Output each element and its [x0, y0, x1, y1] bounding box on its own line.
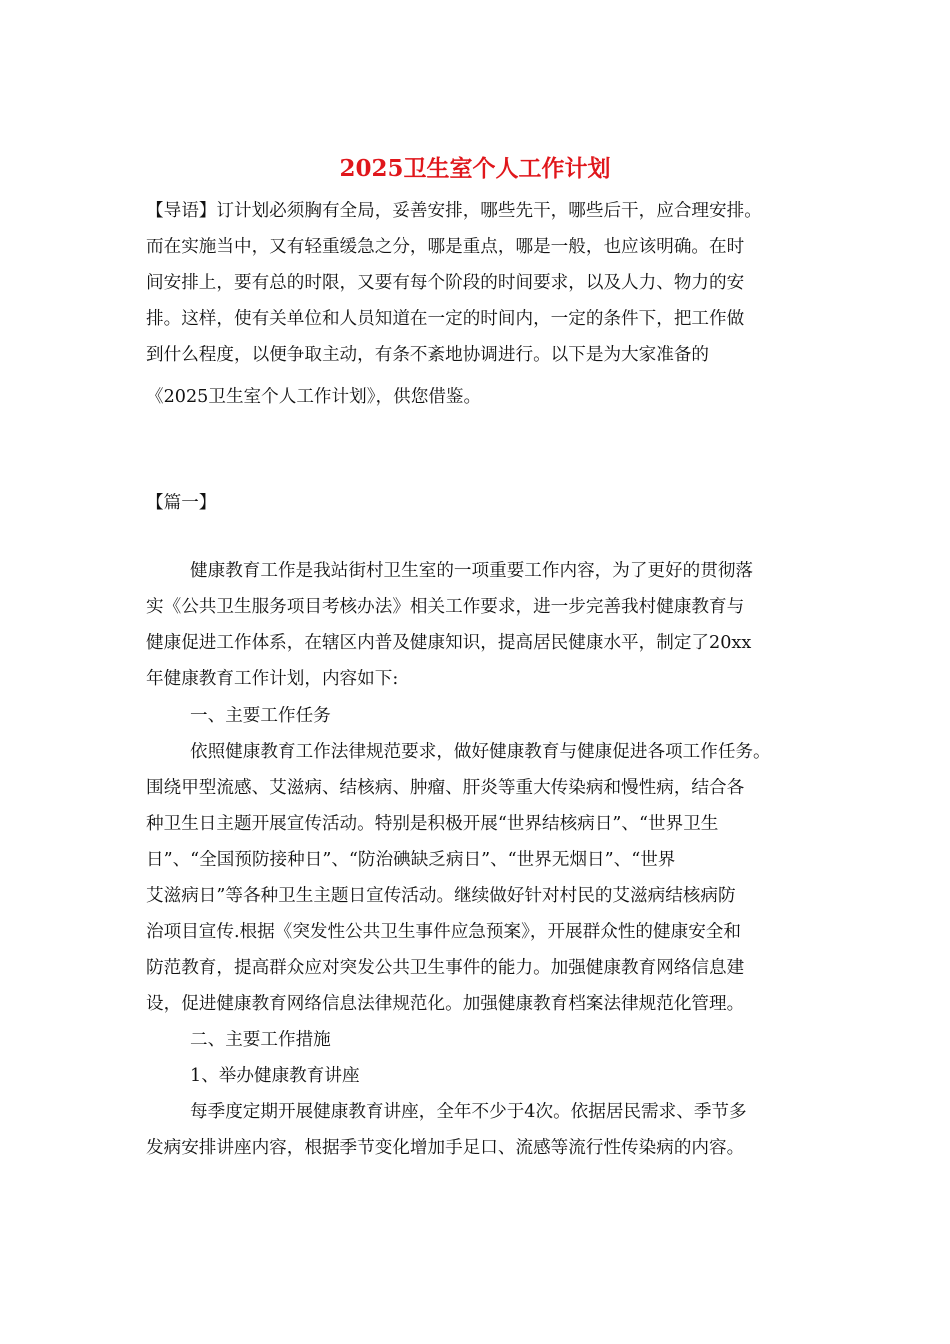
document-title: 2025卫生室个人工作计划: [339, 155, 611, 182]
intro-line: 排。这样，使有关单位和人员知道在一定的时间内，一定的条件下，把工作做: [146, 309, 745, 329]
intro-line: 到什么程度，以便争取主动，有条不紊地协调进行。以下是为大家准备的: [146, 345, 710, 365]
body-line: 年健康教育工作计划，内容如下:: [146, 669, 399, 689]
body-line: 治项目宣传.根据《突发性公共卫生事件应急预案》，开展群众性的健康安全和: [146, 922, 741, 942]
subheading-lectures: 1、举办健康教育讲座: [190, 1066, 360, 1086]
intro-line: 【导语】订计划必须胸有全局，妥善安排，哪些先干，哪些后干，应合理安排。: [146, 201, 762, 221]
body-line: 健康教育工作是我站街村卫生室的一项重要工作内容，为了更好的贯彻落: [190, 561, 754, 581]
body-line: 依照健康教育工作法律规范要求，做好健康教育与健康促进各项工作任务。: [190, 742, 771, 762]
subheading-main-tasks: 一、主要工作任务: [190, 706, 331, 726]
body-line: 防范教育，提高群众应对突发公共卫生事件的能力。加强健康教育网络信息建: [146, 958, 745, 978]
subheading-main-measures: 二、主要工作措施: [190, 1030, 331, 1050]
body-line: 实《公共卫生服务项目考核办法》相关工作要求，进一步完善我村健康教育与: [146, 597, 745, 617]
intro-line: 间安排上，要有总的时限，又要有每个阶段的时间要求，以及人力、物力的安: [146, 273, 745, 293]
body-line: 种卫生日主题开展宣传活动。特别是积极开展“世界结核病日”、“世界卫生: [146, 814, 719, 834]
body-line: 健康促进工作体系，在辖区内普及健康知识，提高居民健康水平，制定了20xx: [146, 633, 752, 653]
section-label: 【篇一】: [146, 493, 217, 513]
body-line: 设，促进健康教育网络信息法律规范化。加强健康教育档案法律规范化管理。: [146, 994, 745, 1014]
body-line: 日”、“全国预防接种日”、“防治碘缺乏病日”、“世界无烟日”、“世界: [146, 850, 676, 870]
body-line: 围绕甲型流感、艾滋病、结核病、肿瘤、肝炎等重大传染病和慢性病，结合各: [146, 778, 745, 798]
body-line: 发病安排讲座内容，根据季节变化增加手足口、流感等流行性传染病的内容。: [146, 1138, 745, 1158]
body-line: 艾滋病日”等各种卫生主题日宣传活动。继续做好针对村民的艾滋病结核病防: [146, 886, 736, 906]
intro-line: 而在实施当中，又有轻重缓急之分，哪是重点，哪是一般，也应该明确。在时: [146, 237, 745, 257]
body-line: 每季度定期开展健康教育讲座，全年不少于4次。依据居民需求、季节多: [190, 1102, 747, 1122]
intro-line: 《2025卫生室个人工作计划》，供您借鉴。: [146, 387, 482, 407]
